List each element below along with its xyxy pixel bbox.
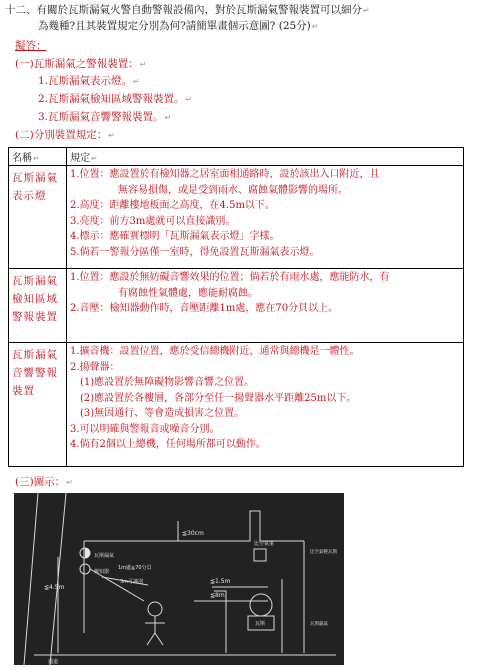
gas-room-wall: [214, 591, 226, 653]
label-right2: 瓦斯漏氣: [310, 622, 328, 627]
row-rules-leak-lamp: 1.位置：應設置於有檢知器之居室面相通路時，設於該出入口附近，且 無容易損傷，或是受到雨水、腐蝕氣體影響的場所。 2.高度：距離樓地板面之高度，在4.5m以下。 3.亮度：前方3m處就可以直接識別。 4.標示：應確實標明「瓦斯漏氣表示燈」字樣。 5.倘若一警報分區僅一室時，得免設置瓦斯漏氣表示燈。: [67, 166, 464, 269]
person-head: [148, 602, 162, 616]
label-detector: 檢知器: [94, 569, 110, 575]
table-row: [9, 343, 464, 467]
header-name: 名稱↵: [9, 148, 67, 166]
schematic-diagram: [14, 493, 344, 665]
section2-heading: (二)分別裝置規定：↵: [15, 129, 115, 141]
question-line-2: 為幾種?且其裝置規定分別為何?請簡單畫個示意圖? (25分)↵: [38, 20, 319, 32]
label-70db: 1m處≧70分貝: [118, 565, 152, 571]
spec-table: [8, 147, 464, 467]
label-45m: ≦4.5m: [44, 584, 65, 591]
label-heavier: 比空氣重: [254, 541, 275, 547]
header-rule: 規定↵: [67, 148, 464, 166]
label-leak-lamp: 瓦斯漏氣: [94, 553, 115, 559]
section1-heading: (一)瓦斯漏氣之警報裝置：↵: [15, 58, 147, 70]
table-row: [9, 166, 464, 269]
label-floor: 通道: [48, 659, 59, 665]
ceiling-detector: [254, 549, 266, 561]
detector-circle: [80, 564, 90, 574]
row-rules-area-alarm: 1.位置：應設於無妨礙音響效果的位置；倘若於有雨水處，應能防水，有 有腐蝕性氣體處，應能耐腐蝕。 2.音壓：檢知器動作時，音壓距離1m處，應在70分貝以上。: [67, 269, 464, 343]
answer-label: 擬答：: [15, 40, 47, 52]
table-row: [9, 269, 464, 343]
row-rules-sound-alarm: 1.擴音機：設置位置，應於受信總機附近，通常與總機是一體性。 2.揚聲器： (1)應設置於無障礙物影響音響之位置。 (2)應設置於各樓層，各部分至任一揚聲器水平距離25m以下。 (3)無因通行、等會造成損害之位置。 3.可以明確與警報音或噪音分別。 4.倘有2個以上總機，任何場所都可以動作。: [67, 343, 464, 467]
schematic-svg: [14, 493, 344, 665]
section1-item-3: 3.瓦斯漏氣音響警報裝置。↵: [38, 111, 172, 123]
section3-heading: (三)圖示：↵: [15, 476, 73, 488]
label-8m: ≦8m: [210, 592, 225, 599]
table-header-row: [9, 148, 464, 166]
label-3m: 3m可識別: [120, 579, 144, 585]
label-right1: 比空氣輕瓦斯: [310, 550, 337, 555]
label-gas-source: 瓦斯: [255, 621, 266, 627]
section1-item-2: 2.瓦斯漏氣檢知區域警報裝置。↵: [38, 93, 193, 105]
left-slant-line: [24, 493, 38, 665]
question-line-1: 十二、有關於瓦斯漏氣火警自動警報設備內，對於瓦斯漏氣警報裝置可以細分↵: [5, 4, 370, 16]
label-30cm: ≦30cm: [182, 530, 204, 537]
gas-source-circle: [250, 594, 272, 616]
row-name-sound-alarm: 瓦斯漏氣音響警報裝置: [9, 343, 67, 467]
leak-lamp-half: [85, 548, 90, 558]
section1-item-1: 1.瓦斯漏氣表示燈。↵: [38, 75, 140, 87]
person-body: [145, 616, 165, 645]
label-15m: ≦1.5m: [210, 578, 231, 585]
row-name-leak-lamp: 瓦斯漏氣表示燈: [9, 166, 67, 269]
row-name-area-alarm: 瓦斯漏氣檢知區域警報裝置: [9, 269, 67, 343]
